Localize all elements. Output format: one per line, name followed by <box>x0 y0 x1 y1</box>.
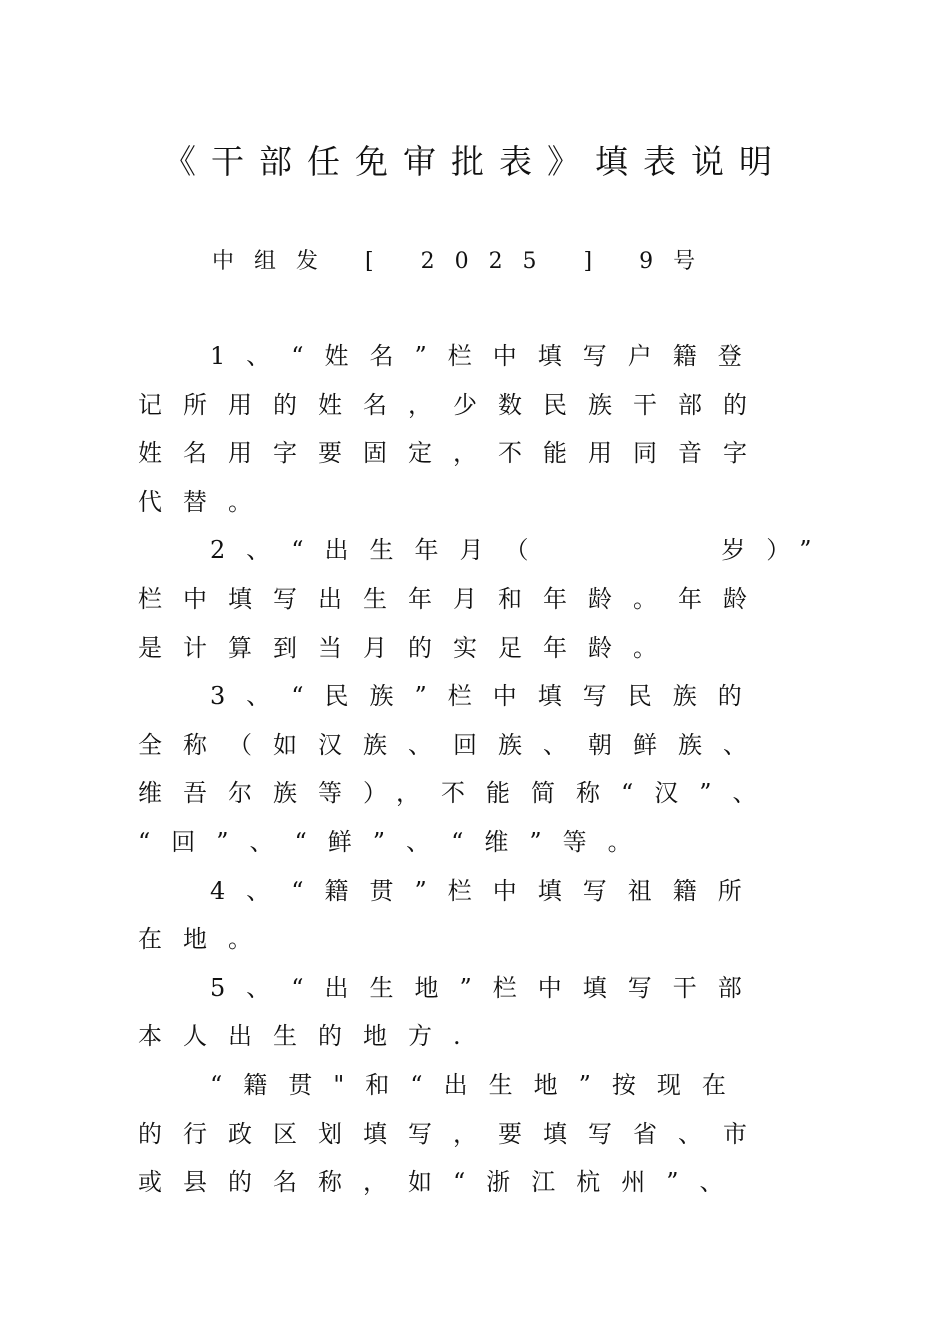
body-line: 姓名用字要固定，不能用同音字 <box>138 439 768 468</box>
document-body <box>138 340 838 1215</box>
document-title: 《干部任免审批表》填表说明 <box>163 142 787 181</box>
body-line: 或县的名称，如“浙江杭州”、 <box>138 1168 745 1197</box>
body-line: “回”、“鲜”、“维”等。 <box>138 827 653 856</box>
body-line: 4、“籍贯”栏中填写祖籍所 <box>210 876 763 905</box>
body-line: 维吾尔族等），不能简称“汉”、 <box>138 779 778 808</box>
body-line: 1、“姓名”栏中填写户籍登 <box>210 342 763 370</box>
body-line: 代替。 <box>138 487 273 516</box>
body-line: 2、“出生年月（ 岁）” <box>210 536 833 565</box>
body-line: 3、“民族”栏中填写民族的 <box>210 682 763 711</box>
body-line: 栏中填写出生年月和年龄。年龄 <box>138 584 768 613</box>
body-line: 本人出生的地方. <box>138 1022 482 1051</box>
body-line: “籍贯"和“出生地”按现在 <box>210 1070 747 1099</box>
body-line: 在地。 <box>138 925 273 954</box>
body-line: 全称（如汉族、回族、朝鲜族、 <box>138 730 768 759</box>
body-line: 是计算到当月的实足年龄。 <box>138 633 678 662</box>
body-line: 的行政区划填写，要填写省、市 <box>138 1119 768 1148</box>
body-line: 5、“出生地”栏中填写干部 <box>210 973 763 1002</box>
document-number: 中组发 [ 2025 ] 9号 <box>212 249 716 274</box>
body-line: 记所用的姓名，少数民族干部的 <box>138 390 768 419</box>
